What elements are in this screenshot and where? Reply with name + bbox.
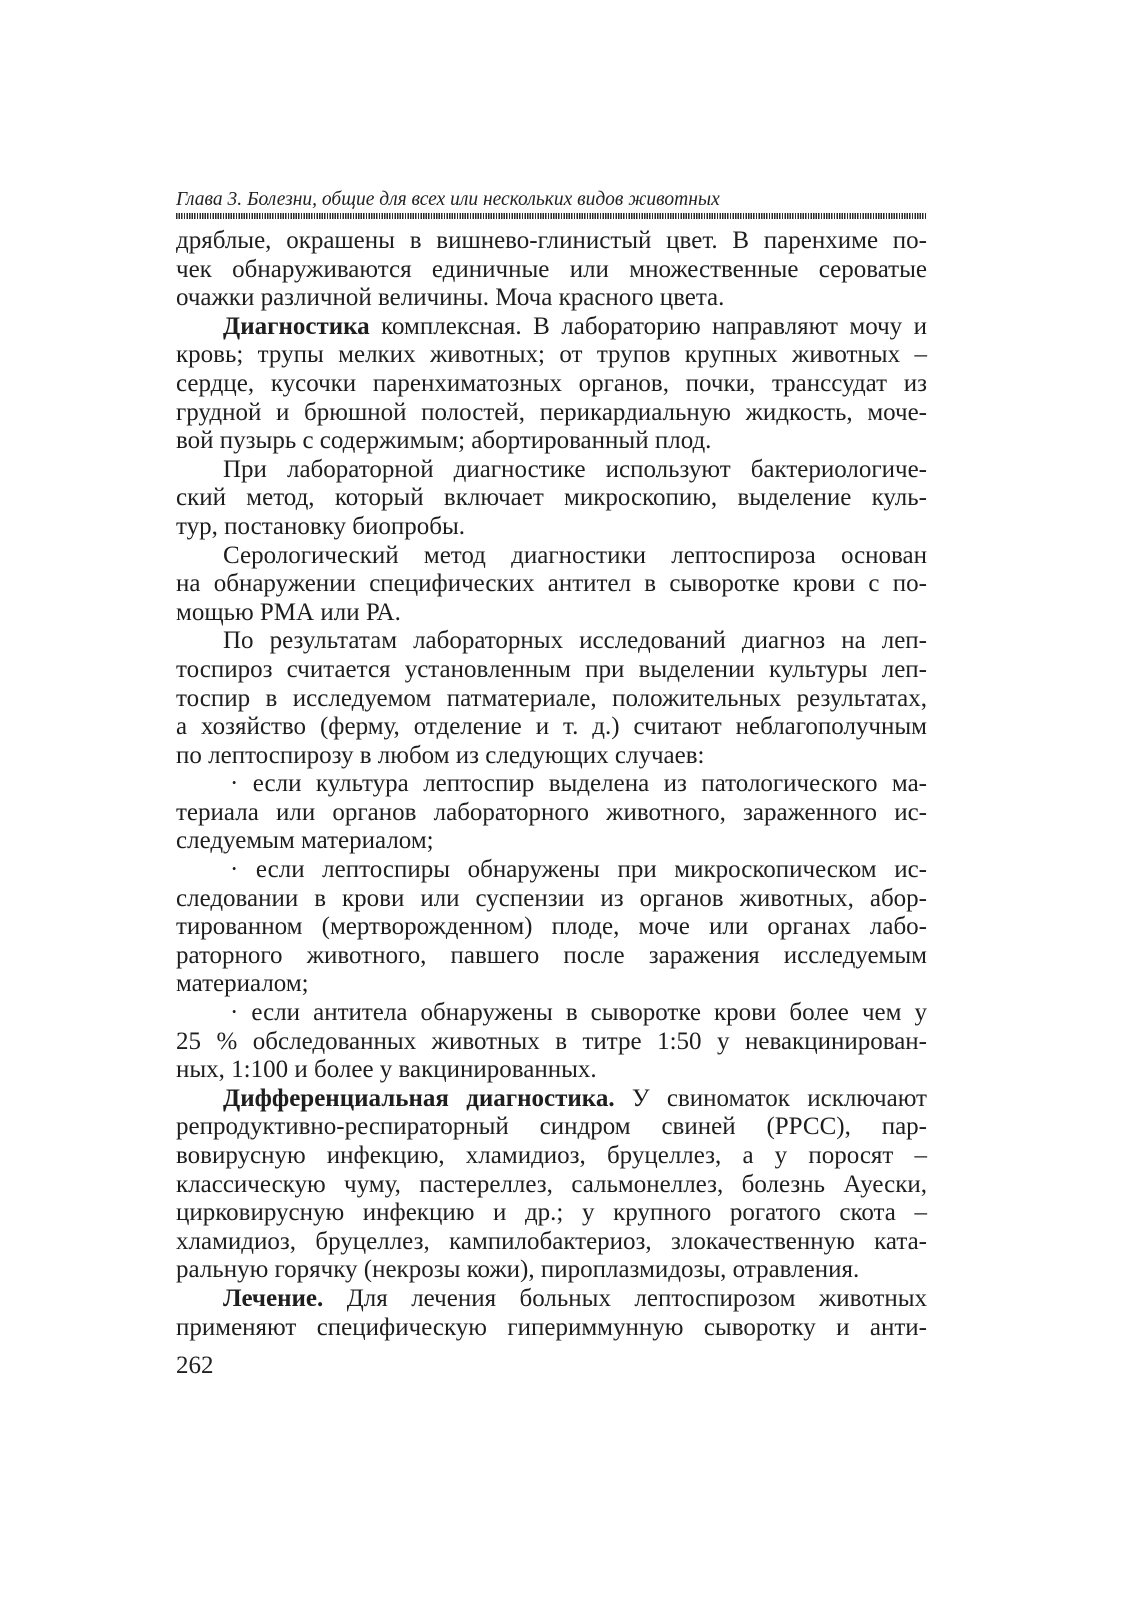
text-line bbox=[176, 1285, 927, 1314]
text-line: сердце, кусочки паренхиматозных органов, почки, транссудат из bbox=[176, 369, 927, 397]
running-header: Глава 3. Болезни, общие для всех или нескольких видов животных bbox=[176, 189, 720, 210]
text-run: У свиноматок исключают bbox=[614, 1084, 927, 1112]
text-line: следуемым материалом; bbox=[176, 827, 434, 855]
text-line: дряблые, окрашены в вишнево-глинистый цвет. В паренхиме по- bbox=[176, 227, 927, 254]
text-line: на обнаружении специфических антител в сыворотке крови с по- bbox=[176, 570, 927, 598]
text-line bbox=[176, 1085, 927, 1114]
text-line: тоспироз считается установленным при выделении культуры леп- bbox=[176, 655, 927, 683]
text-line: по лептоспирозу в любом из следующих случаев: bbox=[176, 741, 705, 769]
header-rule bbox=[176, 213, 927, 219]
text-line: тированном (мертворожденном) плоде, моче или органах лабо- bbox=[176, 913, 927, 941]
text-line: грудной и брюшной полостей, перикардиальную жидкость, моче- bbox=[176, 398, 927, 426]
text-line: ных, 1:100 и более у вакцинированных. bbox=[176, 1056, 597, 1084]
bullet-item-line: · если лептоспиры обнаружены при микроскопическом ис- bbox=[230, 856, 927, 884]
text-run: комплексная. В лабораторию направляют мочу и bbox=[369, 312, 927, 340]
text-line: хламидиоз, бруцеллез, кампилобактериоз, злокачественную ката- bbox=[176, 1227, 927, 1255]
text-line: По результатам лабораторных исследований диагноз на леп- bbox=[223, 627, 927, 655]
body-text bbox=[176, 227, 927, 1342]
section-term: Лечение. bbox=[223, 1284, 324, 1312]
text-line bbox=[176, 313, 927, 342]
text-line: Серологический метод диагностики лептоспироза основан bbox=[223, 541, 927, 569]
text-line: вой пузырь с содержимым; абортированный плод. bbox=[176, 427, 712, 455]
text-line: кровь; трупы мелких животных; от трупов крупных животных – bbox=[176, 341, 927, 369]
text-line: тоспир в исследуемом патматериале, положительных результатах, bbox=[176, 684, 927, 712]
text-line: следовании в крови или суспензии из органов животных, абор- bbox=[176, 884, 927, 912]
text-line: репродуктивно-респираторный синдром свиней (РРСС), пар- bbox=[176, 1113, 927, 1141]
text-line: ский метод, который включает микроскопию, выделение куль- bbox=[176, 484, 927, 512]
page-number: 262 bbox=[176, 1352, 214, 1379]
section-term: Дифференциальная диагностика. bbox=[223, 1084, 615, 1112]
text-line: ральную горячку (некрозы кожи), пироплазмидозы, отравления. bbox=[176, 1256, 860, 1284]
text-line: мощью РМА или РА. bbox=[176, 598, 401, 626]
text-line: материалом; bbox=[176, 970, 309, 998]
text-line: чек обнаруживаются единичные или множественные сероватые bbox=[176, 255, 927, 283]
bullet-item-line: · если культура лептоспир выделена из патологического ма- bbox=[230, 770, 927, 798]
text-line: вовирусную инфекцию, хламидиоз, бруцеллез, а у поросят – bbox=[176, 1142, 927, 1169]
section-term: Диагностика bbox=[223, 312, 370, 340]
text-run: Для лечения больных лептоспирозом животных bbox=[323, 1284, 927, 1312]
text-line: очажки различной величины. Моча красного цвета. bbox=[176, 284, 725, 312]
text-line: териала или органов лабораторного животного, зараженного ис- bbox=[176, 798, 927, 826]
text-line: классическую чуму, пастереллез, сальмонеллез, болезнь Ауески, bbox=[176, 1170, 927, 1198]
bullet-item-line: · если антитела обнаружены в сыворотке крови более чем у bbox=[230, 999, 927, 1027]
text-line: цирковирусную инфекцию и др.; у крупного рогатого скота – bbox=[176, 1199, 927, 1227]
text-line: раторного животного, павшего после заражения исследуемым bbox=[176, 941, 927, 969]
text-line: тур, постановку биопробы. bbox=[176, 512, 465, 540]
text-line: При лабораторной диагностике используют бактериологиче- bbox=[223, 455, 927, 483]
text-line: а хозяйство (ферму, отделение и т. д.) считают неблагополучным bbox=[176, 713, 927, 741]
text-line: применяют специфическую гипериммунную сыворотку и анти- bbox=[176, 1313, 927, 1341]
text-line: 25 % обследованных животных в титре 1:50 у невакцинирован- bbox=[176, 1027, 927, 1055]
